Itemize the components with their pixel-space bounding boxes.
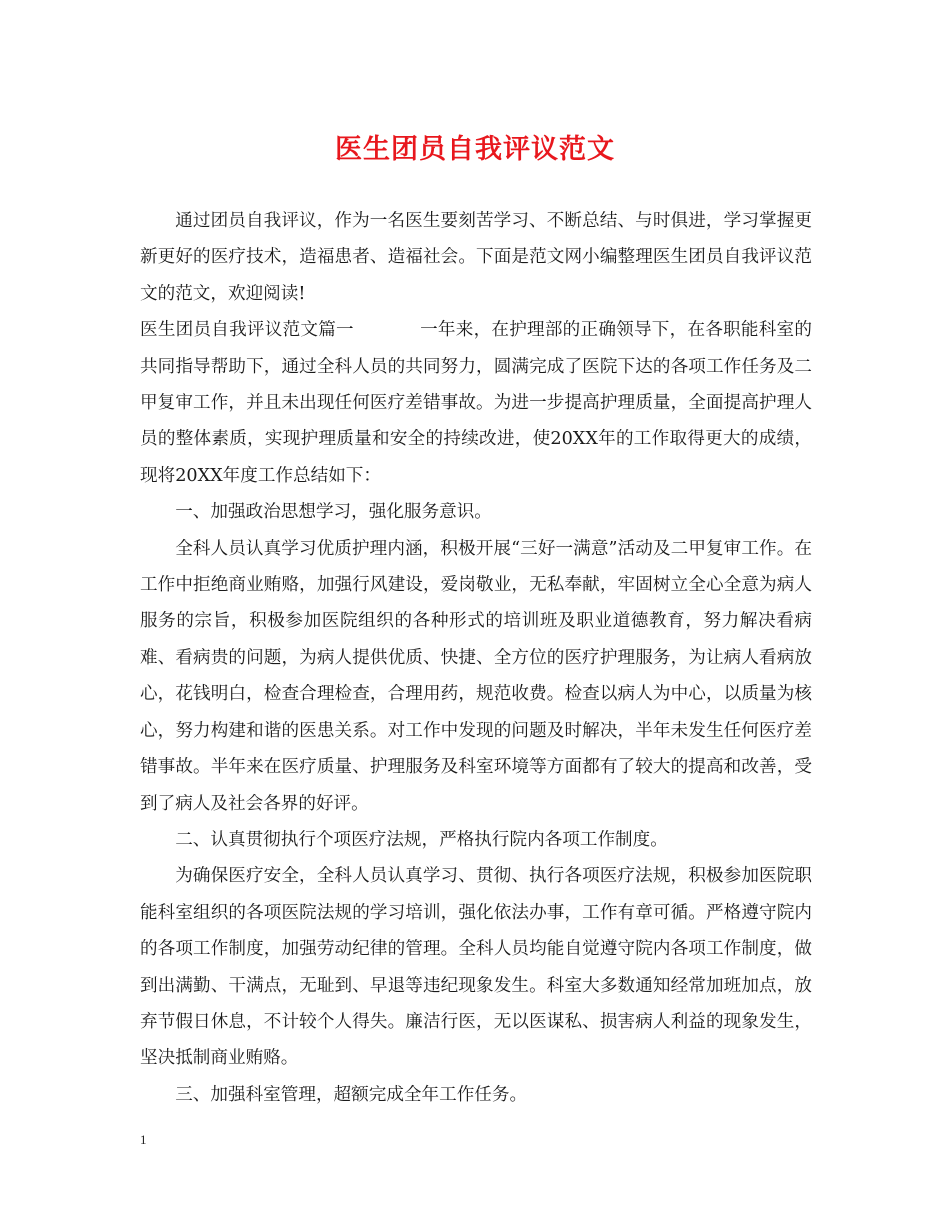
section1-text: 一年来，在护理部的正确领导下，在各职能科室的共同指导帮助下，通过全科人员的共同努力，圆满完成了医院下达的各项工作任务及二甲复审工作，并且未出现任何医疗差错事故。为进一步提高护理质量，全面提高护理人员的整体素质，实现护理质量和安全的持续改进，使20XX年的工作取得更大的成绩，现将20XX年度工作总结如下：	[140, 320, 812, 486]
point1-paragraph: 全科人员认真学习优质护理内涵，积极开展“三好一满意”活动及二甲复审工作。在工作中拒绝商业贿赂，加强行风建设，爱岗敬业，无私奉献，牢固树立全心全意为病人服务的宗旨，积极参加医院组织的各种形式的培训班及职业道德教育，努力解决看病难、看病贵的问题，为病人提供优质、快捷、全方位的医疗护理服务，为让病人看病放心，花钱明白，检查合理检查，合理用药，规范收费。检查以病人为中心，以质量为核心，努力构建和谐的医患关系。对工作中发现的问题及时解决，半年未发生任何医疗差错事故。半年来在医疗质量、护理服务及科室环境等方面都有了较大的提高和改善，受到了病人及社会各界的好评。	[140, 538, 812, 814]
section1-paragraph	[140, 312, 812, 494]
point2-paragraph: 为确保医疗安全，全科人员认真学习、贯彻、执行各项医疗法规，积极参加医院职能科室组织的各项医院法规的学习培训，强化依法办事，工作有章可循。严格遵守院内的各项工作制度，加强劳动纪律的管理。全科人员均能自觉遵守院内各项工作制度，做到出满勤、干满点，无耻到、早退等违纪现象发生。科室大多数通知经常加班加点，放弃节假日休息，不计较个人得失。廉洁行医，无以医谋私、损害病人利益的现象发生，坚决抵制商业贿赂。	[140, 866, 812, 1069]
document-title: 医生团员自我评议范文	[335, 134, 615, 165]
point1-heading: 一、加强政治思想学习，强化服务意识。	[175, 502, 492, 523]
document-body	[140, 203, 812, 1113]
point3-heading: 三、加强科室管理，超额完成全年工作任务。	[175, 1084, 528, 1105]
section1-heading: 医生团员自我评议范文篇一	[140, 320, 354, 341]
intro-paragraph: 通过团员自我评议，作为一名医生要刻苦学习、不断总结、与时俱进，学习掌握更新更好的医疗技术，造福患者、造福社会。下面是范文网小编整理医生团员自我评议范文的范文，欢迎阅读!	[140, 211, 812, 304]
page-number: 1	[140, 1132, 147, 1147]
point2-heading: 二、认真贯彻执行个项医疗法规，严格执行院内各项工作制度。	[175, 829, 668, 850]
